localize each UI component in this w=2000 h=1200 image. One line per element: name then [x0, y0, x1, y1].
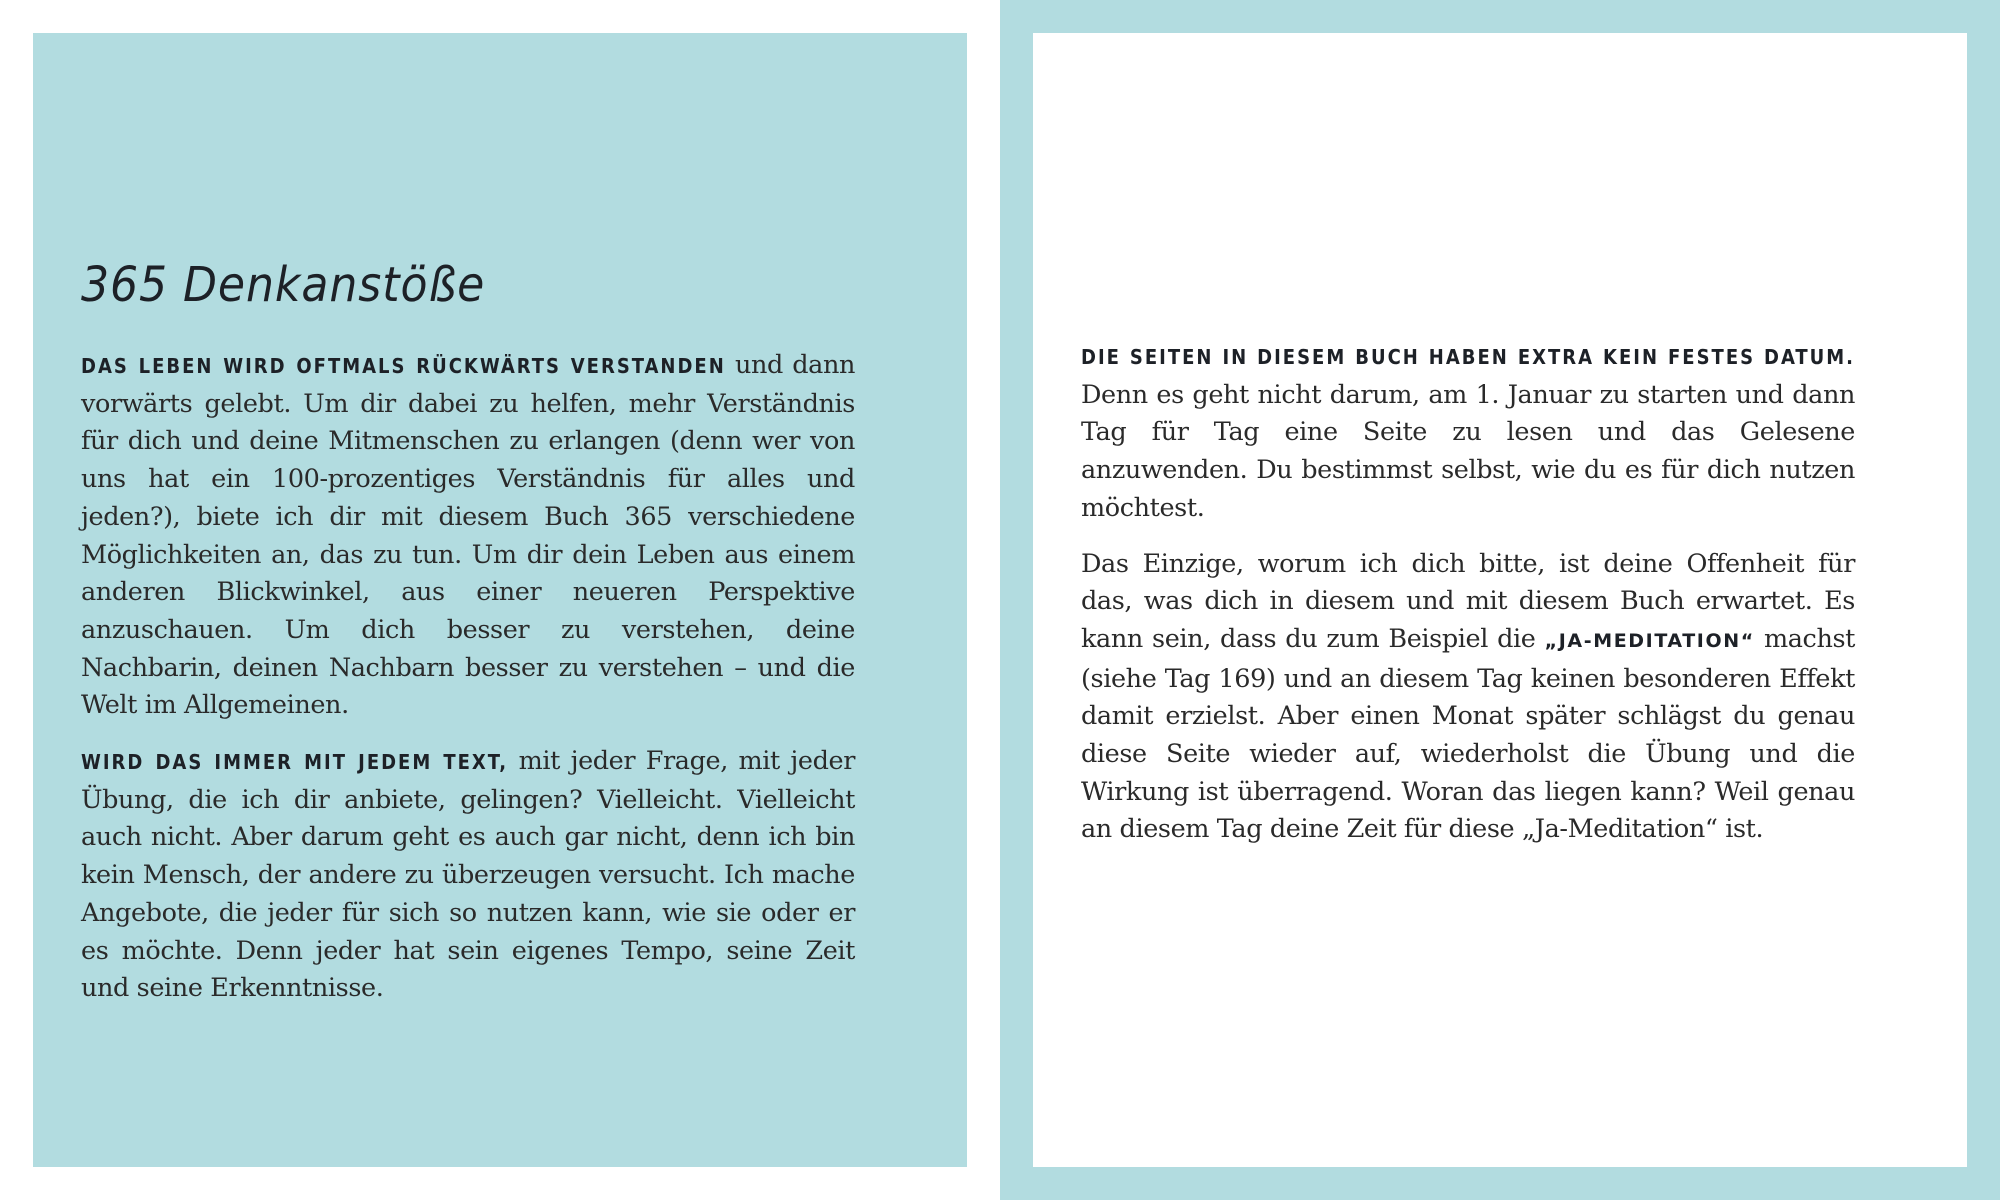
- paragraph-text: und dann vorwärts gelebt. Um dir dabei zu helfen, mehr Verständnis für dich und deine Mitmenschen zu erlangen (denn wer von uns hat ein 100-prozentiges Verständnis für alles und jeden?), biete ich dir mit diesem Buch 365 verschiedene Möglichkeiten an, das zu tun. Um dir dein Leben aus einem anderen Blickwinkel, aus einer neueren Perspektive anzuschauen. Um dich besser zu verstehen, deine Nachbarin, deinen Nachbarn besser zu verstehen – und die Welt im Allgemeinen.: [81, 350, 855, 721]
- right-paragraph-2: [1081, 546, 1855, 850]
- lead-in-caps: WIRD DAS IMMER MIT JEDEM TEXT,: [81, 750, 509, 775]
- lead-in-caps: DAS LEBEN WIRD OFTMALS RÜCKWÄRTS VERSTANDEN: [81, 354, 726, 378]
- left-page-content: [81, 255, 855, 1026]
- right-page: [1000, 0, 2000, 1200]
- paragraph-text: Das Einzige, worum ich dich bitte, ist deine Offenheit für das, was dich in diesem und mit diesem Buch erwartet. Es kann sein, dass du zum Beispiel die: [1081, 548, 1855, 654]
- paragraph-text: Denn es geht nicht darum, am 1. Januar zu starten und dann Tag für Tag eine Seite zu lesen und das Gelesene anzuwenden. Du bestimmst selbst, wie du es für dich nutzen möchtest.: [1081, 379, 1855, 523]
- right-page-content: [1081, 338, 1855, 867]
- ja-meditation-highlight: „JA-MEDITATION“: [1544, 629, 1755, 652]
- left-paragraph-1: [81, 347, 855, 725]
- paragraph-text: machst (siehe Tag 169) und an diesem Tag keinen besonderen Effekt damit erzielst. Aber einen Monat später schlägst du genau diese Seite wieder auf, wiederholst die Übung und die Wirkung ist überragend. Woran das liegen kann? Weil genau an diesem Tag deine Zeit für diese „Ja-Meditation“ ist.: [1081, 623, 1855, 845]
- lead-in-caps: DIE SEITEN IN DIESEM BUCH HABEN EXTRA KEIN FESTES DATUM.: [1081, 345, 1855, 369]
- right-paragraph-1: [1081, 338, 1855, 528]
- page-title: 365 Denkanstöße: [81, 257, 486, 313]
- paragraph-text: mit jeder Frage, mit jeder Übung, die ich dir anbiete, gelingen? Vielleicht. Vielleicht auch nicht. Aber darum geht es auch gar nicht, denn ich bin kein Mensch, der andere zu überzeugen versucht. Ich mache Angebote, die jeder für sich so nutzen kann, wie sie oder er es möchte. Denn jeder hat sein eigenes Tempo, seine Zeit und seine Erkenntnisse.: [81, 746, 856, 1004]
- left-paragraph-2: [81, 743, 855, 1008]
